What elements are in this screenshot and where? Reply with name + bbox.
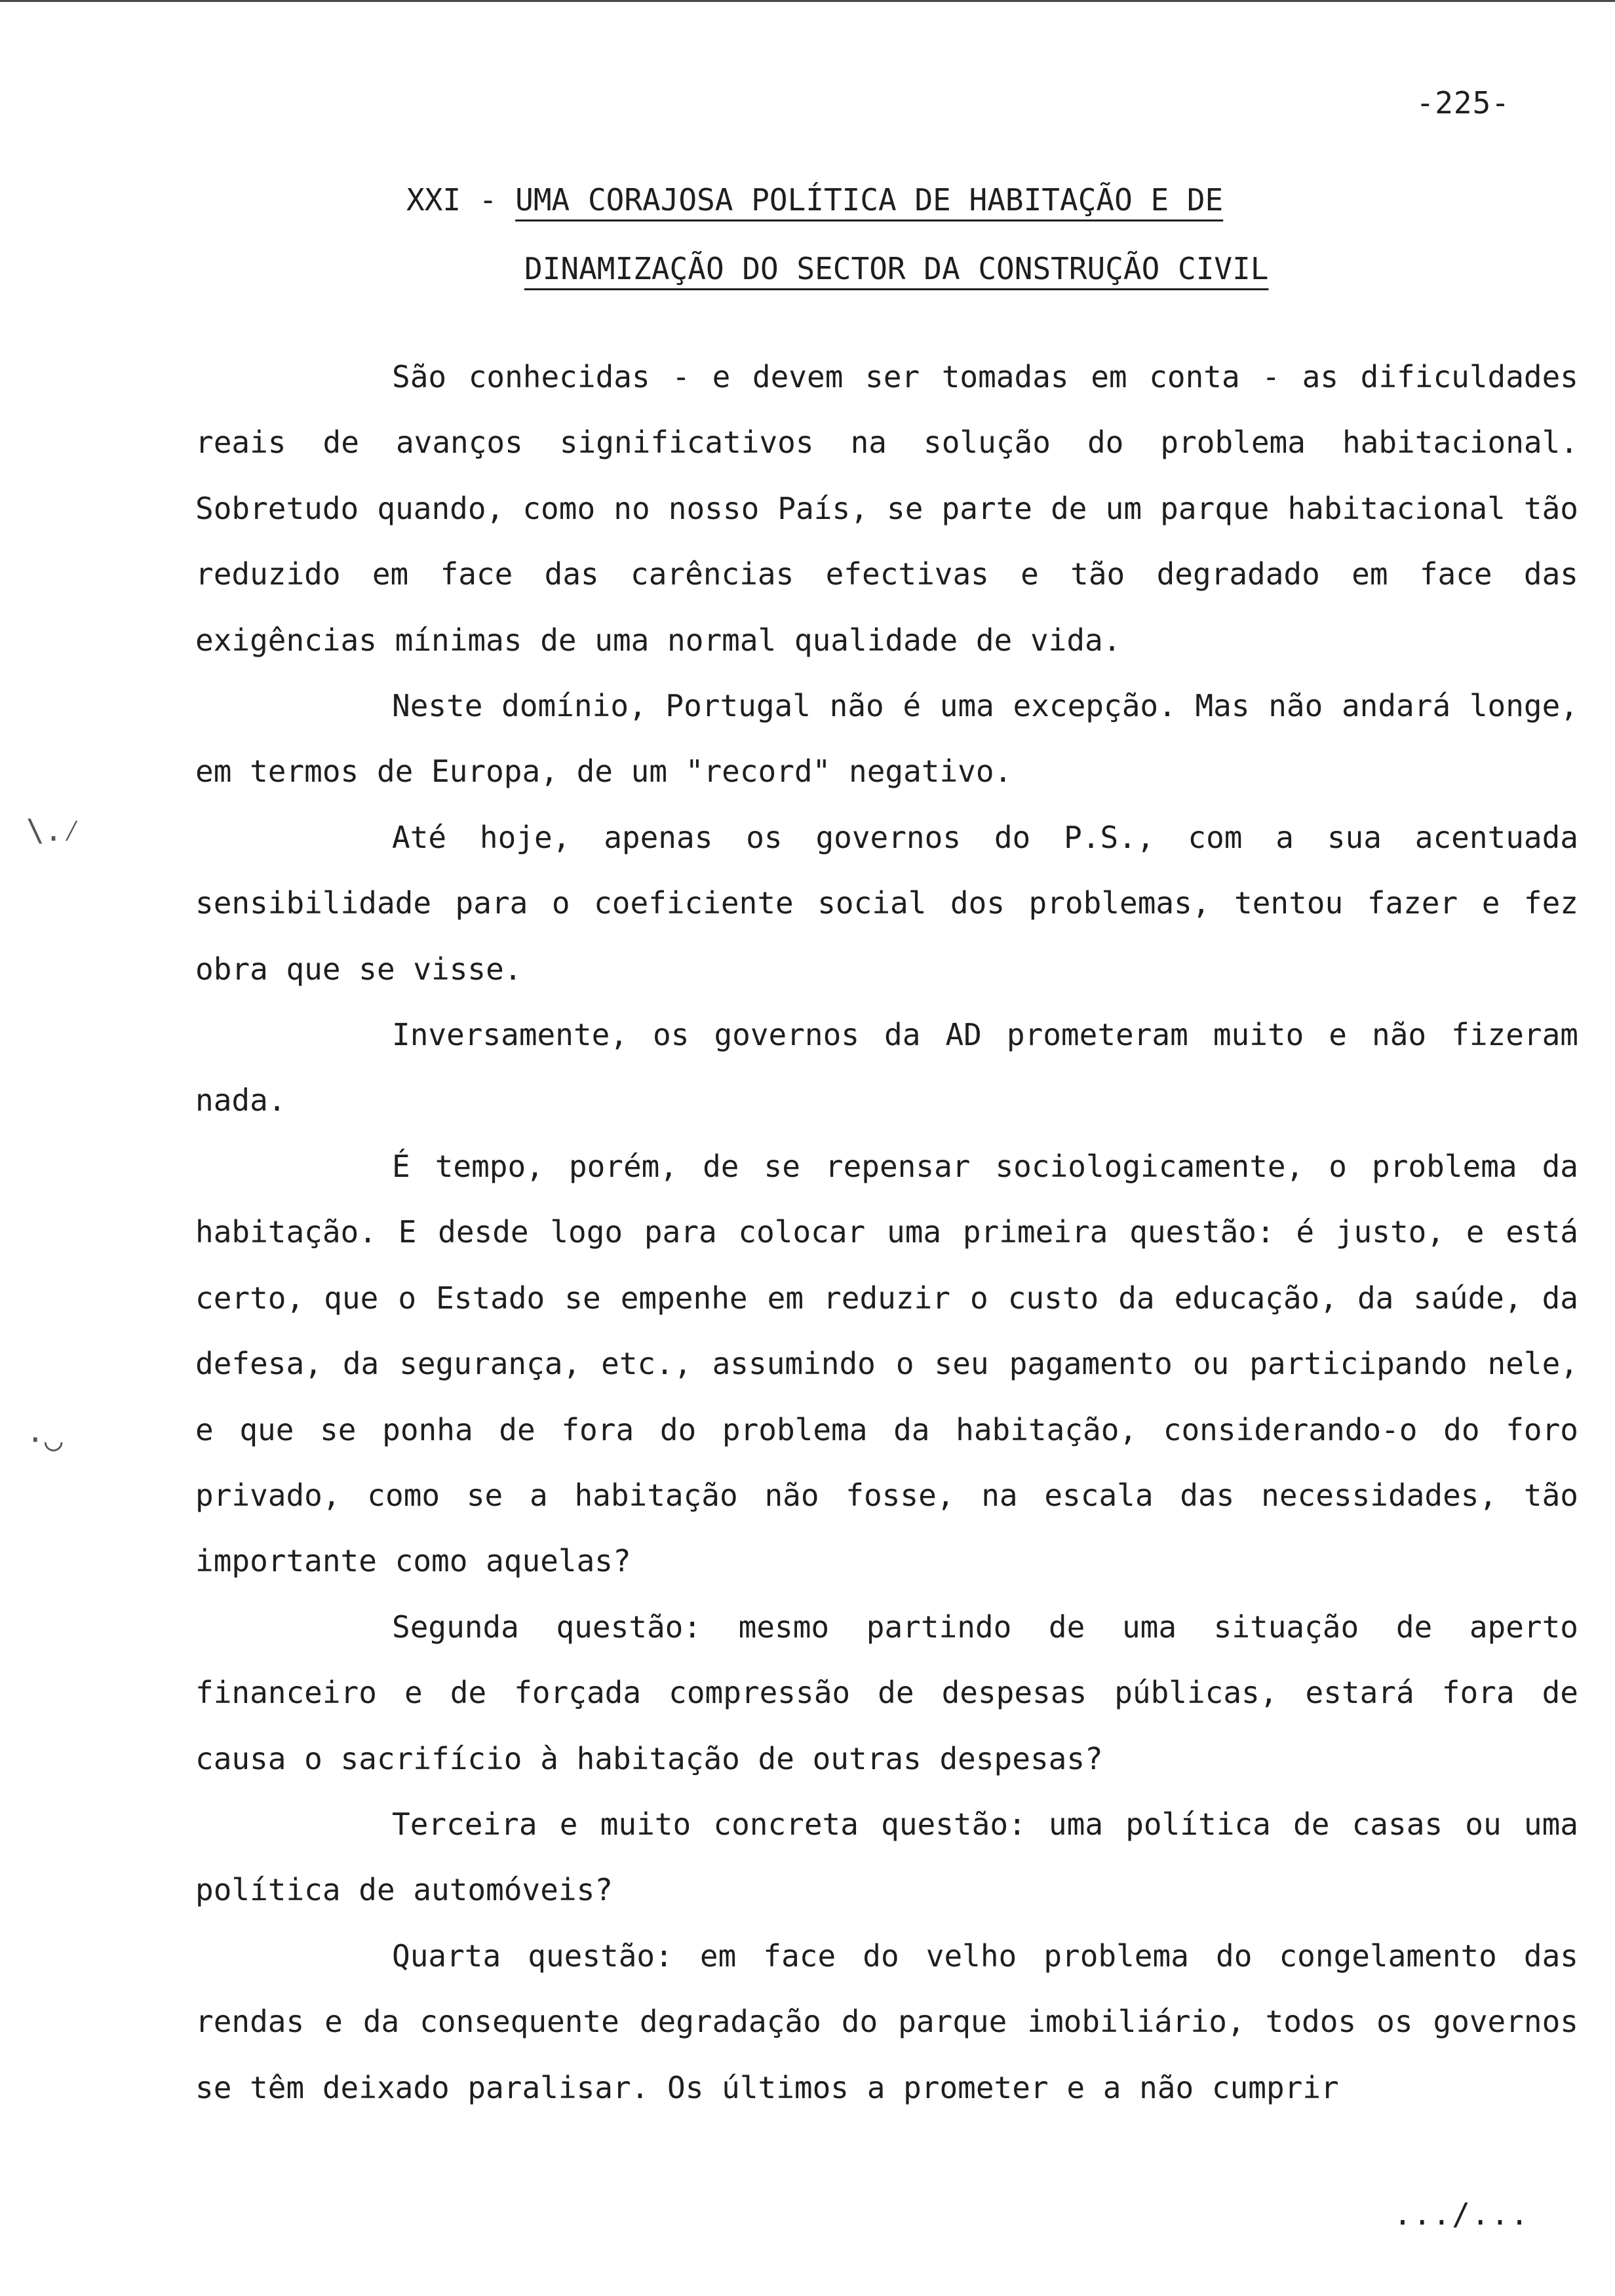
margin-mark-1: \.⁄	[26, 813, 81, 848]
paragraph-1: São conhecidas - e devem ser tomadas em conta - as dificuldades reais de avanços significativos na solução do problema habitacional. Sobretudo quando, como no nosso País, se parte de um parque habitacional tão reduzido em face das carências efectivas e tão degradado em face das exigências mínimas de uma normal qualidade de vida.	[195, 359, 1578, 658]
chapter-title-line-2	[524, 251, 1475, 286]
continuation-marker: .../...	[1393, 2196, 1530, 2232]
chapter-title-line-1	[406, 182, 1357, 218]
paragraph-5: É tempo, porém, de se repensar sociologicamente, o problema da habitação. E desde logo para colocar uma primeira questão: é justo, e está certo, que o Estado se empenhe em reduzir o custo da educação, da saúde, da defesa, da segurança, etc., assumindo o seu pagamento ou participando nele, e que se ponha de fora do problema da habitação, considerando-o do foro privado, como se a habitação não fosse, na escala das necessidades, tão importante como aquelas?	[195, 1148, 1578, 1579]
paragraph-2: Neste domínio, Portugal não é uma excepção. Mas não andará longe, em termos de Europa, de um "record" negativo.	[195, 688, 1578, 790]
top-edge-rule	[0, 0, 1615, 2]
paragraph-6: Segunda questão: mesmo partindo de uma situação de aperto financeiro e de forçada compressão de despesas públicas, estará fora de causa o sacrifício à habitação de outras despesas?	[195, 1609, 1578, 1776]
page-number: -225-	[1416, 85, 1510, 121]
chapter-title-text-1: UMA CORAJOSA POLÍTICA DE HABITAÇÃO E DE	[515, 182, 1224, 218]
body-text	[195, 344, 1578, 2120]
margin-mark-2: ·◡	[26, 1422, 63, 1457]
paragraph-7: Terceira e muito concreta questão: uma política de casas ou uma política de automóveis?	[195, 1806, 1578, 1908]
paragraph-4: Inversamente, os governos da AD prometeram muito e não fizeram nada.	[195, 1017, 1578, 1119]
chapter-title-text-2: DINAMIZAÇÃO DO SECTOR DA CONSTRUÇÃO CIVIL	[524, 251, 1269, 286]
chapter-number: XXI -	[406, 182, 516, 218]
paragraph-8: Quarta questão: em face do velho problema do congelamento das rendas e da consequente degradação do parque imobiliário, todos os governos se têm deixado paralisar. Os últimos a prometer e a não cumprir	[195, 1938, 1578, 2105]
paragraph-3: Até hoje, apenas os governos do P.S., com a sua acentuada sensibilidade para o coeficiente social dos problemas, tentou fazer e fez obra que se visse.	[195, 819, 1578, 987]
